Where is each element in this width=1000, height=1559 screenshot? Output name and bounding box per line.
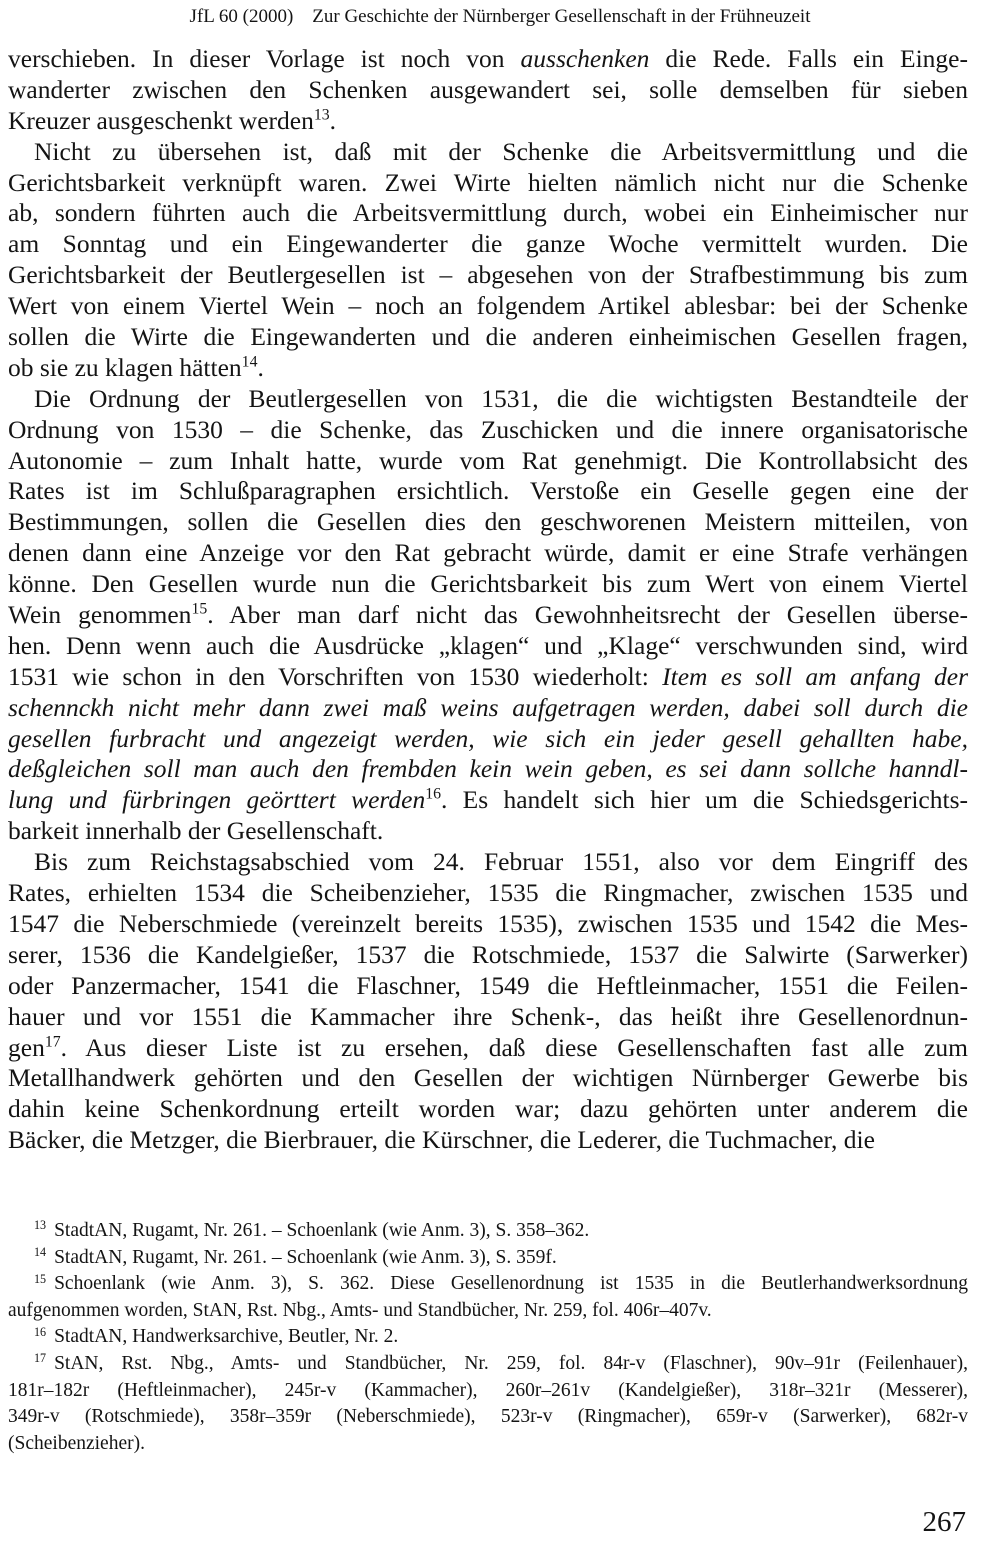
footnote-line [8,1431,968,1458]
text-run: denen dann eine Anzeige vor den Rat gebracht würde, damit er eine Strafe verhängen [8,538,968,568]
text-run: StAN, Rst. Nbg., Amts- und Standbücher, Nr. 259, fol. 84r-v (Flaschner), 90v–91r (Feilenhauer), [54,1352,968,1374]
text-line [8,940,968,971]
text-line [8,1033,968,1064]
text-line [8,446,968,477]
footnote-line [8,1218,968,1245]
text-line [8,1063,968,1094]
text-line [8,693,968,724]
running-head [0,4,1000,30]
text-line [8,971,968,1002]
footnote-number: 13 [34,1218,47,1233]
text-line [8,569,968,600]
text-run: barkeit innerhalb der Gesellenschaft. [8,816,384,846]
text-line [8,75,968,106]
text-line [8,198,968,229]
quoted-source-text: schennckh nicht mehr dann zwei maß weins aufgetragen werden, dabei soll durch die [8,692,968,722]
footnote-number: 15 [34,1271,47,1286]
footnotes [8,1218,968,1457]
text-line [8,260,968,291]
footnote-line [8,1404,968,1431]
text-line [8,538,968,569]
footnote-reference: 16 [425,785,442,803]
text-line [8,1094,968,1125]
text-run: oder Panzermacher, 1541 die Flaschner, 1549 die Heftleinmacher, 1551 die Feilen- [8,970,968,1000]
text-run: ab, sondern führten auch die Arbeitsvermittlung durch, wobei ein Einheimischer nur [8,198,968,228]
text-run: wanderter zwischen den Schenken ausgewandert sei, solle demselben für sieben [8,74,968,104]
footnote-line [8,1245,968,1272]
text-run: 1547 die Neberschmiede (vereinzelt bereits 1535), zwischen 1535 und 1542 die Mes- [8,908,968,938]
text-line [8,631,968,662]
text-run: Die Ordnung der Beutlergesellen von 1531, die die wichtigsten Bestandteile der [34,383,968,413]
text-run: . Aus dieser Liste ist zu ersehen, daß diese Gesellenschaften fast alle zum [60,1032,968,1062]
text-run: die Rede. Falls ein Einge- [649,44,968,73]
text-run: ob sie zu klagen hätten [8,352,242,382]
quoted-source-text: lung und fürbringen geörttert werden [8,785,426,815]
text-run: aufgenommen worden, StAN, Rst. Nbg., Amts- und Standbücher, Nr. 259, fol. 406r–407v. [8,1299,712,1321]
text-line [8,137,968,168]
running-title: Zur Geschichte der Nürnberger Gesellenschaft in der Frühneuzeit [312,6,811,27]
text-line [8,415,968,446]
text-line [8,44,968,75]
text-line [8,662,968,693]
quoted-source-text: ausschenken [520,44,650,73]
text-run: (Scheibenzieher). [8,1432,145,1454]
text-run: könne. Den Gesellen wurde nun die Gerichtsbarkeit bis zum Wert von einem Viertel [8,569,968,599]
text-line [8,878,968,909]
quoted-source-text: Item es soll am anfang der [662,661,969,691]
text-run: hen. Denn wenn auch die Ausdrücke „klagen“ und „Klage“ verschwunden sind, wird [8,630,968,660]
footnote-line [8,1271,968,1298]
footnote-reference: 13 [313,106,330,124]
text-run: sollen die Wirte die Eingewanderten und die anderen einheimischen Gesellen fragen, [8,322,968,352]
footnote-line [8,1351,968,1378]
text-run: Wein genommen [8,600,192,630]
text-run: . Es handelt sich hier um die Schiedsgerichts- [441,785,969,815]
footnote-line [8,1298,968,1325]
text-run: dahin keine Schenkordnung erteilt worden war; dazu gehörten unter anderem die [8,1094,968,1124]
text-run: Bestimmungen, sollen die Gesellen dies den geschworenen Meistern mitteilen, von [8,507,968,537]
text-run: am Sonntag und ein Eingewanderter die ganze Woche vermittelt wurden. Die [8,229,968,259]
text-line [8,724,968,755]
text-line [8,229,968,260]
text-run: 1531 wie schon in den Vorschriften von 1530 wiederholt: [8,661,663,691]
text-run: . [257,352,264,382]
text-run: . Aber man darf nicht das Gewohnheitsrecht der Gesellen überse- [207,600,968,630]
footnote-line [8,1378,968,1405]
text-run: Nicht zu übersehen ist, daß mit der Schenke die Arbeitsvermittlung und die [34,136,968,166]
text-run: verschieben. In dieser Vorlage ist noch von [8,44,521,73]
text-run: StadtAN, Handwerksarchive, Beutler, Nr. 2. [54,1326,399,1348]
text-line [8,168,968,199]
body-text [8,44,968,1156]
text-run: Gerichtsbarkeit verknüpft waren. Zwei Wirte hielten nämlich nicht nur die Schenke [8,167,968,197]
footnote-reference: 17 [44,1033,61,1051]
journal-reference: JfL 60 (2000) [189,6,294,27]
text-run: StadtAN, Rugamt, Nr. 261. – Schoenlank (wie Anm. 3), S. 358–362. [54,1220,590,1241]
text-run: Rates ist im Schlußparagraphen ersichtlich. Verstoße ein Geselle gegen eine der [8,476,968,506]
footnote-number: 14 [34,1244,47,1259]
text-run: Autonomie – zum Inhalt hatte, wurde vom Rat genehmigt. Die Kontrollabsicht des [8,445,968,475]
text-run: serer, 1536 die Kandelgießer, 1537 die Rotschmiede, 1537 die Salwirte (Sarwerker) [8,939,968,969]
text-line [8,322,968,353]
text-run: . [329,105,337,135]
text-line [8,847,968,878]
text-run: Schoenlank (wie Anm. 3), S. 362. Diese Gesellenordnung ist 1535 in die Beutlerhandwerksordnung [54,1273,968,1295]
text-run: Rates, erhielten 1534 die Scheibenzieher, 1535 die Ringmacher, zwischen 1535 und [8,878,968,908]
text-line [8,476,968,507]
text-line [8,384,968,415]
text-line [8,106,968,137]
text-run: Metallhandwerk gehörten und den Gesellen der wichtigen Nürnberger Gewerbe bis [8,1063,968,1093]
text-run: 349r-v (Rotschmiede), 358r–359r (Neberschmiede), 523r-v (Ringmacher), 659r-v (Sarwerker), 682r-v [8,1406,968,1428]
text-line [8,909,968,940]
text-line [8,1002,968,1033]
quoted-source-text: gesellen furbracht und angezeigt werden, wie sich ein jeder gesell gehallten habe, [8,723,968,753]
text-line [8,754,968,785]
text-run: Ordnung von 1530 – die Schenke, das Zuschicken und die innere organisatorische [8,414,968,444]
text-run: Wert von einem Viertel Wein – noch an folgendem Artikel ablesbar: bei der Schenke [8,291,968,321]
text-line [8,600,968,631]
text-line [8,1125,968,1156]
text-run: gen [8,1032,45,1062]
quoted-source-text: deßgleichen soll man auch den frembden kein wein geben, es sei dann sollche hanndl- [8,754,968,784]
text-run: Kreuzer ausgeschenkt werden [8,105,314,135]
text-run: Bis zum Reichstagsabschied vom 24. Februar 1551, also vor dem Eingriff des [34,847,968,877]
footnote-line [8,1324,968,1351]
footnote-number: 16 [34,1324,47,1339]
text-run: Gerichtsbarkeit der Beutlergesellen ist – abgesehen von der Strafbestimmung bis zum [8,260,968,290]
text-line [8,816,968,847]
text-line [8,291,968,322]
text-run: StadtAN, Rugamt, Nr. 261. – Schoenlank (wie Anm. 3), S. 359f. [54,1246,557,1268]
text-run: 181r–182r (Heftleinmacher), 245r-v (Kammacher), 260r–261v (Kandelgießer), 318r–321r (Messerer), [8,1379,968,1401]
text-line [8,353,968,384]
footnote-number: 17 [34,1351,47,1366]
text-line [8,507,968,538]
text-run: hauer und vor 1551 die Kammacher ihre Schenk-, das heißt ihre Gesellenordnun- [8,1001,968,1031]
text-run: Bäcker, die Metzger, die Bierbrauer, die Kürschner, die Lederer, die Tuchmacher, die [8,1125,875,1155]
footnote-reference: 14 [241,353,258,371]
text-line [8,785,968,816]
page-number: 267 [922,1506,966,1538]
footnote-reference: 15 [191,600,208,618]
